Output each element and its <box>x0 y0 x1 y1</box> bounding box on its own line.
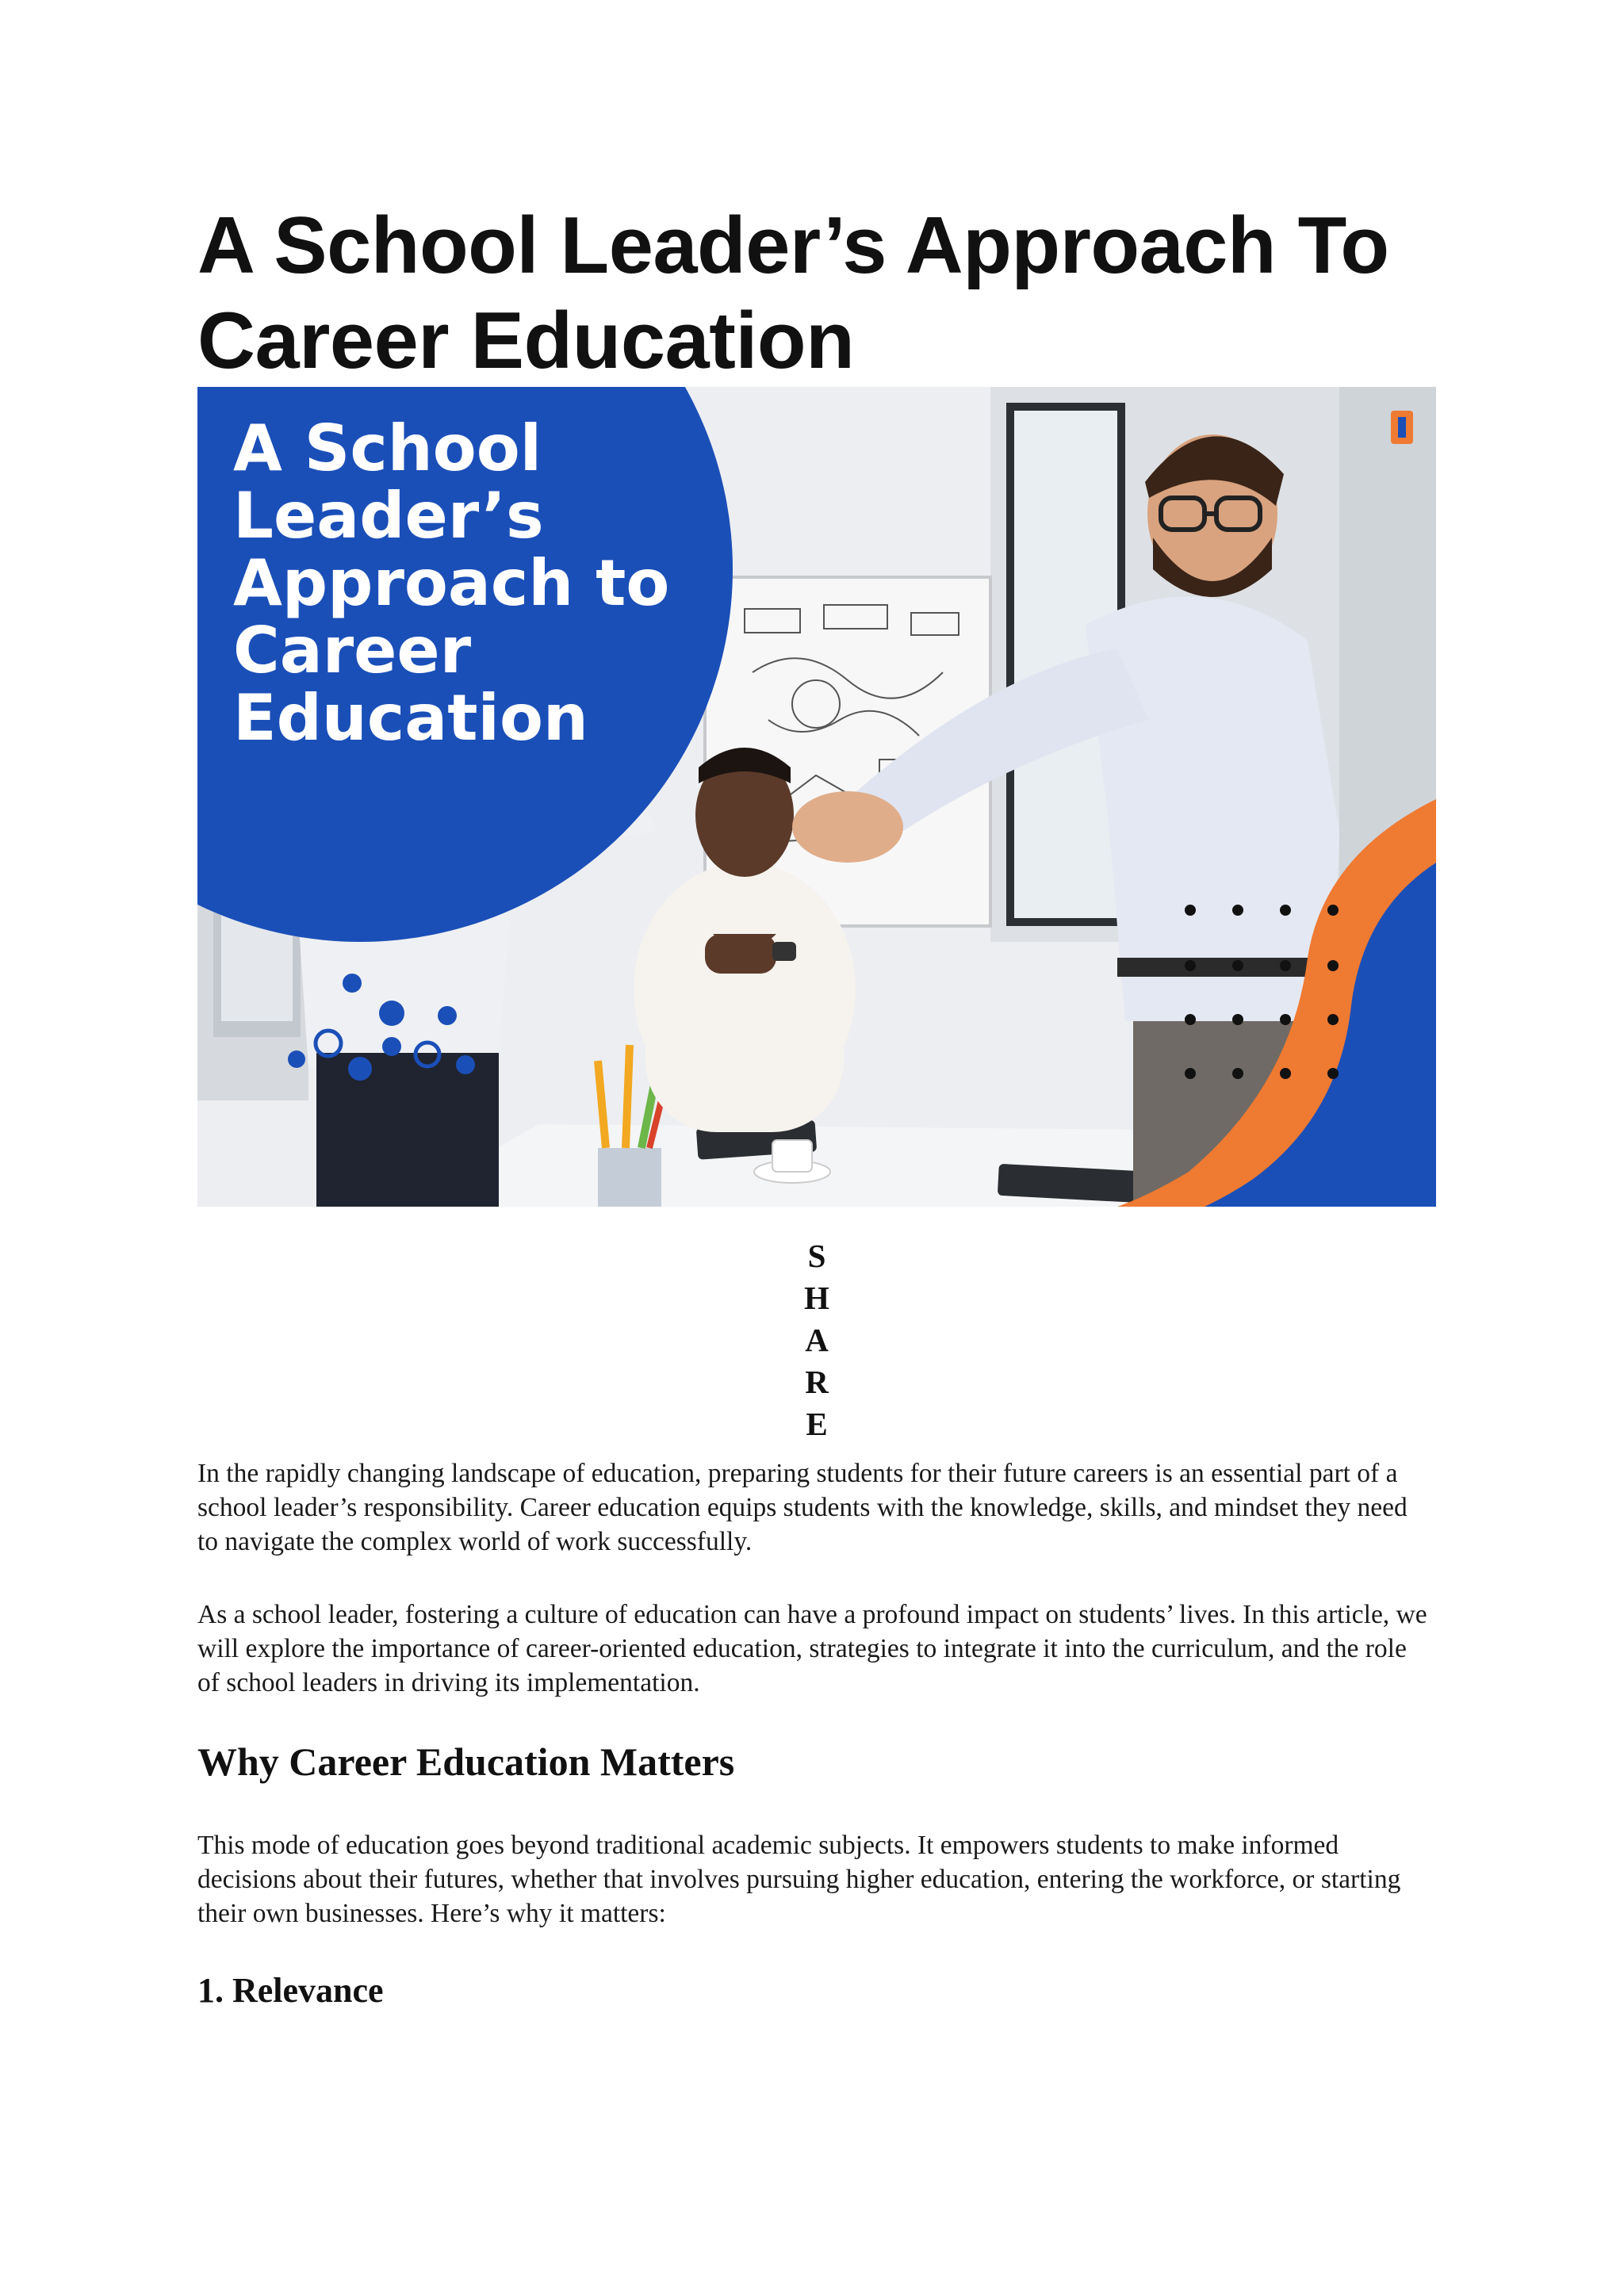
share-letter: E <box>806 1406 828 1442</box>
brand-logo-icon <box>1391 411 1413 444</box>
share-letter: S <box>807 1238 826 1274</box>
subsection-heading: 1. Relevance <box>197 1971 384 2010</box>
hero-title-line: A School <box>233 411 542 485</box>
share-letter: R <box>805 1364 829 1400</box>
share-letter: H <box>804 1280 829 1316</box>
intro-paragraph: In the rapidly changing landscape of education, preparing students for their future careers is an essential part of a school leader’s responsibility. Career education equips students with the knowledge, skills, and mindset they need to navigate the complex world of work successfully. <box>197 1459 1408 1556</box>
hero-title-line: Career <box>233 614 472 687</box>
section-paragraph: This mode of education goes beyond traditional academic subjects. It empowers students to make informed decisions about their futures, whether that involves pursuing higher education, entering the workforce, or starting their own businesses. Here’s why it matters: <box>197 1831 1401 1928</box>
hero-title-line: Approach to <box>233 546 670 620</box>
share-letter: A <box>805 1322 829 1358</box>
hero-title-line: Education <box>233 681 588 755</box>
article-title: A School Leader’s Approach To Career Education <box>197 201 1389 385</box>
share-label[interactable] <box>801 1235 833 1445</box>
section-heading: Why Career Education Matters <box>197 1739 735 1784</box>
intro-paragraph: As a school leader, fostering a culture of education can have a profound impact on students’ lives. In this article, we will explore the importance of career-oriented education, strategies to integrate it into the curriculum, and the role of school leaders in driving its implementation. <box>197 1600 1427 1697</box>
handshake <box>792 791 903 863</box>
hero-title-line: Leader’s <box>233 479 544 553</box>
hero-image <box>197 387 1436 1207</box>
